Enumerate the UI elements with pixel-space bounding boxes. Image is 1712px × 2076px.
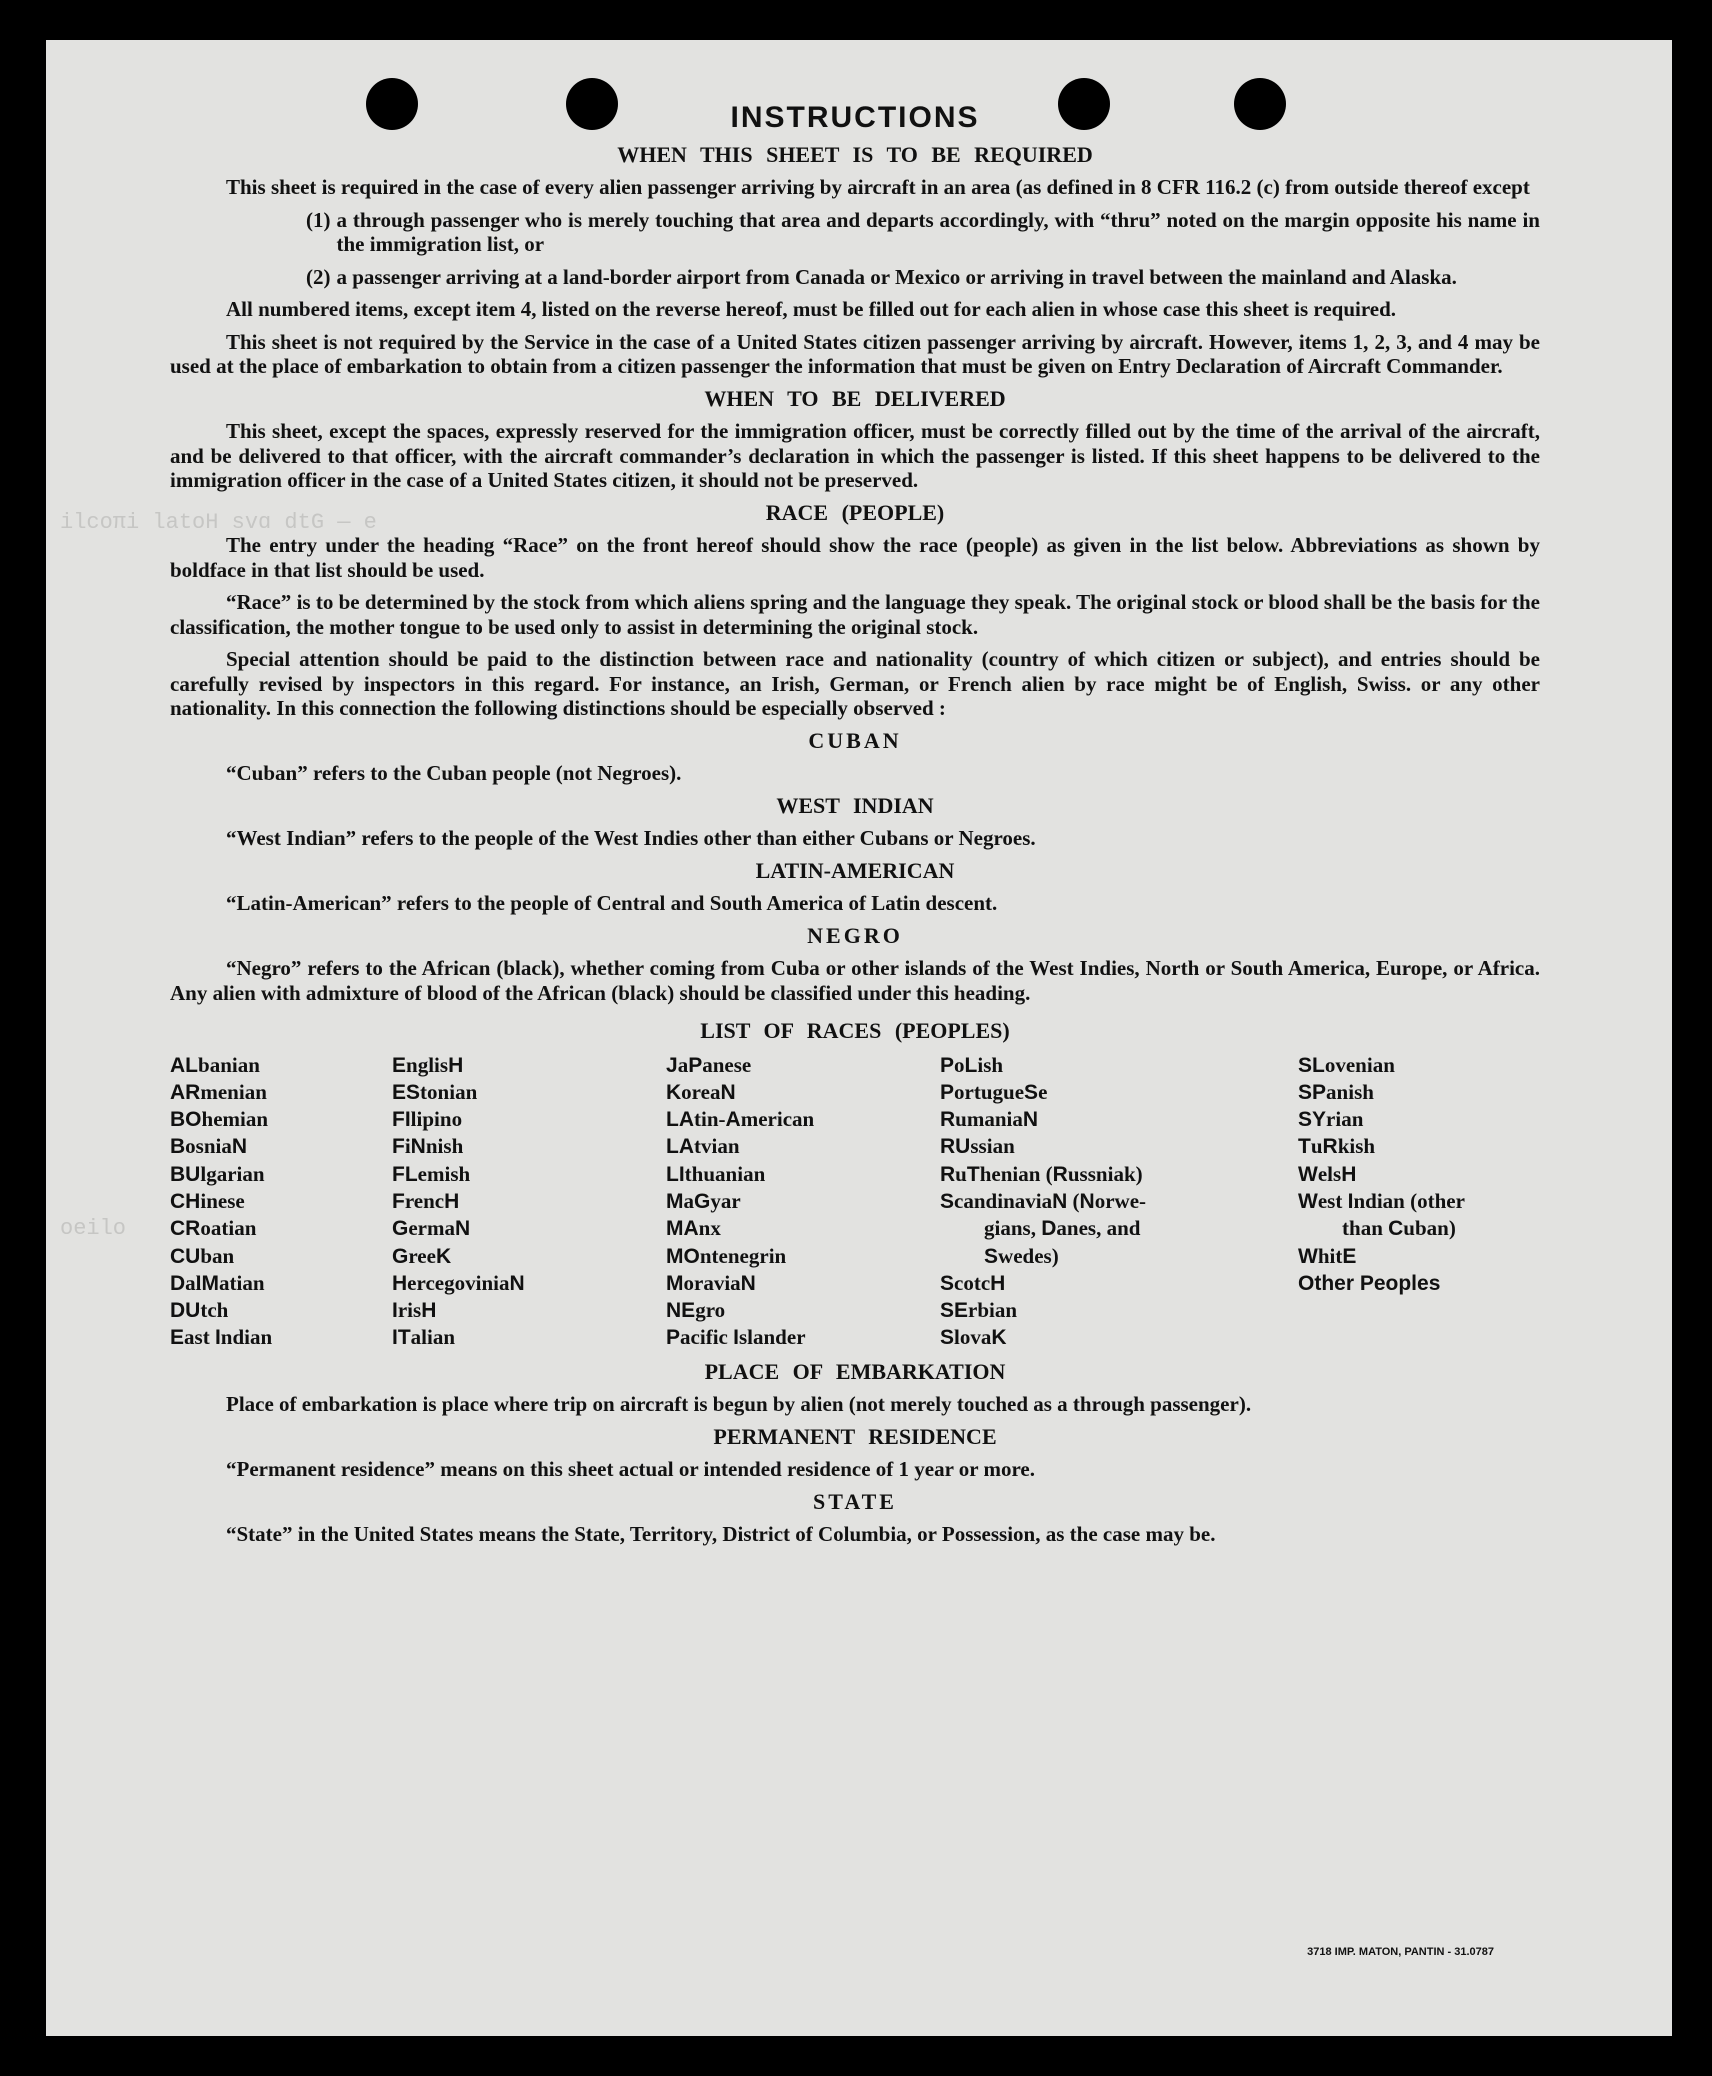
race-entry: than Cuban) xyxy=(1342,1216,1456,1241)
race-entry: TuRkish xyxy=(1298,1134,1376,1159)
paragraph: “State” in the United States means the State, Territory, District of Columbia, or Possession, as the case may be. xyxy=(226,1522,1216,1547)
paragraph: “West Indian” refers to the people of the West Indies other than either Cubans or Negroes. xyxy=(226,826,1036,850)
race-entry: WelsH xyxy=(1298,1161,1357,1186)
race-entry: ALbanian xyxy=(170,1052,260,1077)
race-column xyxy=(940,1052,1298,1352)
paragraph: This sheet is not required by the Service in the case of a United States citizen passenger arriving by aircraft. However, items 1, 2, 3, and 4 may be used at the place of embarkation to obtain from a citizen passenger the information that must be given on Entry Declaration of Aircraft Commander. xyxy=(170,329,1540,378)
race-entry: MaGyar xyxy=(666,1188,741,1213)
race-entry: RUssian xyxy=(940,1134,1015,1159)
race-entry: PortugueSe xyxy=(940,1079,1048,1104)
paragraph: The entry under the heading “Race” on the front hereof should show the race (people) as given in the list below. Abbreviations as shown by boldface in that list should be used. xyxy=(170,533,1540,582)
race-entry: NEgro xyxy=(666,1298,726,1323)
race-entry: PoLish xyxy=(940,1052,1004,1077)
race-entry: SlovaK xyxy=(940,1325,1007,1350)
race-column xyxy=(666,1052,940,1352)
list-item xyxy=(306,265,1540,290)
race-entry: LAtin-American xyxy=(666,1107,815,1132)
paragraph: All numbered items, except item 4, listed on the reverse hereof, must be filled out for each alien in whose case this sheet is required. xyxy=(226,297,1397,321)
race-entry: LIthuanian xyxy=(666,1161,766,1186)
race-entry: CRoatian xyxy=(170,1216,257,1241)
paragraph: “Race” is to be determined by the stock from which aliens spring and the language they speak. The original stock or blood shall be the basis for the classification, the mother tongue to be used only to assist in determining the original stock. xyxy=(170,590,1540,639)
race-entry: gians, Danes, and xyxy=(984,1216,1141,1241)
item-text: a passenger arriving at a land-border airport from Canada or Mexico or arriving in travel between the mainland and Alaska. xyxy=(336,264,1457,289)
paragraph: This sheet, except the spaces, expressly reserved for the immigration officer, must be correctly filled out by the time of the arrival of the aircraft, and be delivered to that officer, with the aircraft commander’s declaration in which the passenger is listed. If this sheet happens to be delivered to the immigration officer in the case of a United States citizen, it should not be preserved. xyxy=(170,419,1540,492)
section-heading: WEST INDIAN xyxy=(776,792,934,818)
race-entry: BOhemian xyxy=(170,1107,269,1132)
paragraph: This sheet is required in the case of every alien passenger arriving by aircraft in an area (as defined in 8 CFR 116.2 (c) from outside thereof except xyxy=(226,175,1530,199)
section-heading: CUBAN xyxy=(808,727,902,753)
race-entry: WhitE xyxy=(1298,1243,1357,1268)
race-entry: RuThenian (Russniak) xyxy=(940,1161,1143,1186)
race-entry: MoraviaN xyxy=(666,1270,756,1295)
margin-ghost-text: ilcoπi latoH svɑ dtG — e xyxy=(60,510,377,535)
paragraph: Special attention should be paid to the distinction between race and nationality (country of which citizen or subject), and entries should be carefully revised by inspectors in this regard. For instance, an Irish, German, or French alien by race might be of English, Swiss. or any other nationality. In this connection the following distinctions should be especially observed : xyxy=(170,647,1540,720)
section-heading: LATIN-AMERICAN xyxy=(755,857,955,883)
race-entry: EStonian xyxy=(392,1079,478,1104)
race-entry: FiNnish xyxy=(392,1134,464,1159)
section-heading: LIST OF RACES (PEOPLES) xyxy=(700,1018,1010,1043)
section-heading: PLACE OF EMBARKATION xyxy=(704,1358,1006,1384)
race-entry: ScandinaviaN (Norwe- xyxy=(940,1188,1147,1213)
race-entry: EnglisH xyxy=(392,1052,464,1077)
race-entry: CUban xyxy=(170,1243,235,1268)
race-column xyxy=(392,1052,666,1352)
race-entry: SPanish xyxy=(1298,1079,1374,1104)
race-entry: SYrian xyxy=(1298,1107,1364,1132)
race-entry: SErbian xyxy=(940,1298,1018,1323)
section-heading: RACE (PEOPLE) xyxy=(765,499,945,525)
item-number: (1) xyxy=(306,207,331,232)
race-entry: RumaniaN xyxy=(940,1107,1039,1132)
document-sheet xyxy=(46,40,1672,2036)
item-number: (2) xyxy=(306,264,331,289)
section-heading: STATE xyxy=(813,1488,897,1514)
race-entry: Swedes) xyxy=(984,1243,1059,1268)
race-entry: DalMatian xyxy=(170,1270,265,1295)
race-entry: Other Peoples xyxy=(1298,1271,1441,1295)
race-column xyxy=(1298,1052,1538,1352)
section-heading: PERMANENT RESIDENCE xyxy=(713,1423,997,1449)
race-entry: FLemish xyxy=(392,1161,471,1186)
list-item xyxy=(306,208,1540,257)
race-entry: FIlipino xyxy=(392,1107,463,1132)
race-entry: BUlgarian xyxy=(170,1161,265,1186)
race-entry: ARmenian xyxy=(170,1079,267,1104)
item-text: a through passenger who is merely touching that area and departs accordingly, with “thru” noted on the margin opposite his name in the immigration list, or xyxy=(336,207,1540,256)
race-entry: IrisH xyxy=(392,1298,437,1323)
page-title: INSTRUCTIONS xyxy=(730,101,980,134)
race-entry: MAnx xyxy=(666,1216,721,1241)
race-entry: ITalian xyxy=(392,1325,456,1350)
paragraph: “Latin-American” refers to the people of Central and South America of Latin descent. xyxy=(226,891,998,915)
margin-ghost-text: oeilo xyxy=(60,1216,127,1241)
race-entry: DUtch xyxy=(170,1298,229,1323)
race-entry: ScotcH xyxy=(940,1270,1006,1295)
race-entry: KoreaN xyxy=(666,1079,736,1104)
paragraph: “Negro” refers to the African (black), whether coming from Cuba or other islands of the West Indies, North or South America, Europe, or Africa. Any alien with admixture of blood of the African (black) should be classified under this heading. xyxy=(170,956,1540,1005)
race-entry: GermaN xyxy=(392,1216,471,1241)
race-list xyxy=(170,1052,1540,1352)
race-entry: MOntenegrin xyxy=(666,1243,787,1268)
race-entry: West Indian (other xyxy=(1298,1188,1465,1213)
race-entry: FrencH xyxy=(392,1188,460,1213)
section-heading: WHEN TO BE DELIVERED xyxy=(704,385,1006,411)
race-column xyxy=(170,1052,392,1352)
printer-imprint: 3718 IMP. MATON, PANTIN - 31.0787 xyxy=(1307,1946,1494,1958)
paragraph: Place of embarkation is place where trip on aircraft is begun by alien (not merely touched as a through passenger). xyxy=(226,1392,1252,1417)
paragraph: “Permanent residence” means on this sheet actual or intended residence of 1 year or more. xyxy=(226,1457,1035,1482)
race-entry: JaPanese xyxy=(666,1052,752,1077)
section-heading: WHEN THIS SHEET IS TO BE REQUIRED xyxy=(617,141,1093,167)
instructions-content xyxy=(170,101,1540,1555)
race-entry: Pacific Islander xyxy=(666,1325,806,1350)
paragraph: “Cuban” refers to the Cuban people (not Negroes). xyxy=(226,761,682,785)
race-entry: BosniaN xyxy=(170,1134,248,1159)
section-heading: NEGRO xyxy=(807,922,903,948)
race-entry: GreeK xyxy=(392,1243,452,1268)
race-entry: East Indian xyxy=(170,1325,273,1350)
race-entry: LAtvian xyxy=(666,1134,740,1159)
race-entry: HercegoviniaN xyxy=(392,1270,525,1295)
race-entry: CHinese xyxy=(170,1188,245,1213)
race-entry: SLovenian xyxy=(1298,1052,1395,1077)
